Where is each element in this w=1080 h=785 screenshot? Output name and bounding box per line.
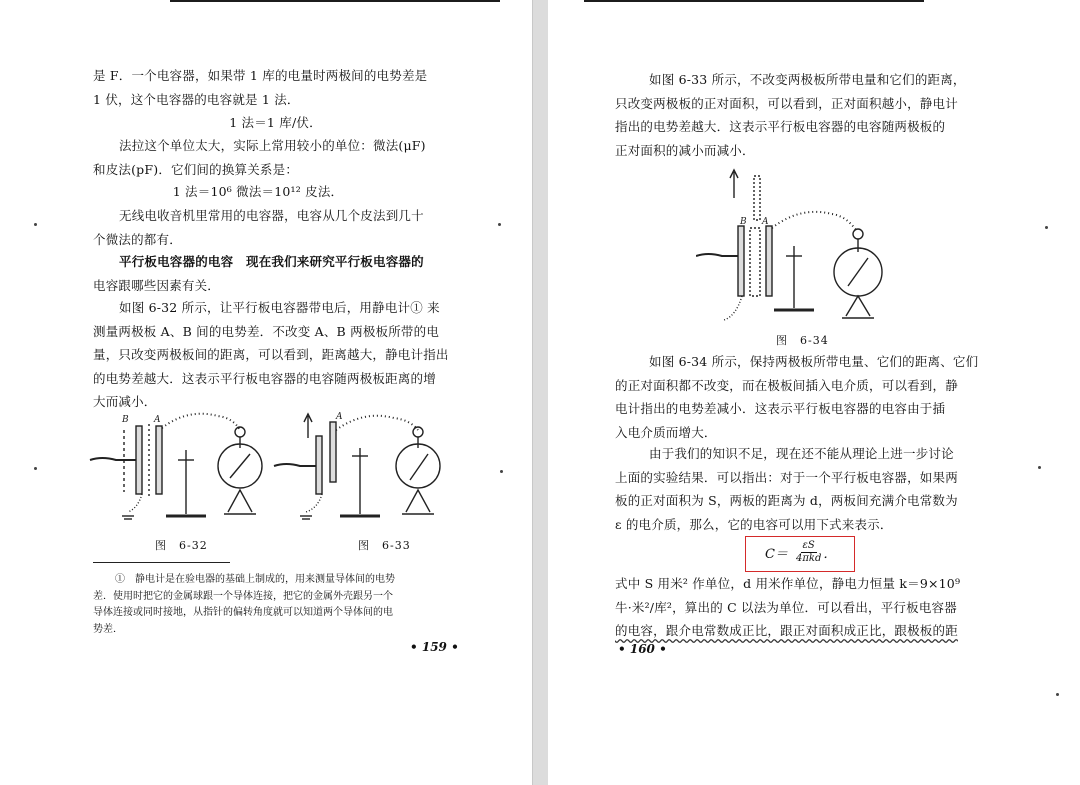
plate-label-a: A bbox=[154, 415, 161, 425]
text-line: ① 静电计是在验电器的基础上制成的，用来测量导体间的电势 bbox=[115, 574, 395, 585]
text-line: 测量两极板 A、B 间的电势差．不改变 A、B 两极板所带的电 bbox=[93, 323, 440, 339]
text-line: 无线电收音机里常用的电容器，电容从几个皮法到几十 bbox=[119, 208, 424, 223]
paragraph-7 bbox=[615, 442, 958, 536]
left-page bbox=[0, 0, 532, 785]
text-line: 差．使用时把它的金属球跟一个导体连接，把它的金属外壳跟另一个 bbox=[93, 590, 393, 602]
scan-speck bbox=[498, 223, 501, 226]
paragraph-8 bbox=[615, 572, 960, 643]
text-line: 如图 6-34 所示，保持两极板所带电量、它们的距离、它们 bbox=[649, 354, 979, 369]
text-line: 是 F．一个电容器，如果带 1 库的电量时两极间的电势差是 bbox=[93, 68, 428, 83]
figure-caption-6-34: 图 6-34 bbox=[776, 334, 829, 347]
text-line: 式中 S 用米² 作单位，d 用米作单位，静电力恒量 k＝9×10⁹ bbox=[615, 576, 961, 591]
paragraph-4 bbox=[93, 296, 449, 414]
text-line: 上面的实验结果．可以指出：对于一个平行板电容器，如果两 bbox=[615, 469, 958, 485]
scan-speck bbox=[1038, 466, 1041, 469]
text-line: 电计指出的电势差减小．这表示平行板电容器的电容由于插 bbox=[615, 401, 946, 416]
text-line: 如图 6-33 所示，不改变两极板所带电量和它们的距离， bbox=[649, 72, 966, 87]
plate-label-b: B bbox=[740, 217, 747, 227]
equation-farad bbox=[93, 111, 458, 135]
figure-6-34 bbox=[696, 168, 886, 328]
text-line: 指出的电势差越大．这表示平行板电容器的电容随两极板的 bbox=[615, 119, 946, 134]
text-line: 大而减小． bbox=[93, 394, 157, 409]
page-top-rule bbox=[170, 0, 500, 2]
formula-lhs: C＝ bbox=[765, 547, 788, 562]
text-line: 由于我们的知识不足，现在还不能从理论上进一步讨论 bbox=[649, 446, 954, 461]
text-line: 正对面积的减小而减小． bbox=[615, 142, 755, 158]
page-number: • 159 • bbox=[410, 640, 459, 654]
text-line: 量，只改变两极板间的距离，可以看到，距离越大，静电计指出 bbox=[93, 347, 449, 362]
text-line: 势差． bbox=[93, 623, 123, 635]
figure-caption-6-32: 图 6-32 bbox=[155, 539, 208, 552]
text-line: 入电介质而增大． bbox=[615, 424, 717, 440]
equation-conversion bbox=[93, 180, 423, 204]
text-line: 个微法的都有． bbox=[93, 231, 182, 247]
scan-speck bbox=[34, 467, 37, 470]
text-line: 导体连接或同时接地，从指针的偏转角度就可以知道两个导体间的电 bbox=[93, 607, 393, 618]
page-top-rule bbox=[584, 0, 924, 2]
paragraph-3 bbox=[93, 204, 424, 251]
text-line: 牛·米²/库²，算出的 C 以法为单位．可以看出，平行板电容器 bbox=[615, 599, 957, 615]
text-line: 只改变两极板的正对面积，可以看到，正对面积越小，静电计 bbox=[615, 95, 958, 111]
text-line: 法拉这个单位太大，实际上常用较小的单位：微法(μF) bbox=[119, 138, 426, 153]
formula-denominator: 4πkd bbox=[795, 553, 822, 564]
paragraph-6 bbox=[615, 350, 978, 444]
scan-speck bbox=[1056, 693, 1059, 696]
text-line: 和皮法(pF)．它们间的换算关系是： bbox=[93, 161, 299, 177]
formula-end: ． bbox=[823, 547, 837, 562]
formula-fraction bbox=[794, 540, 823, 565]
figure-6-32 bbox=[88, 408, 278, 528]
figure-6-33 bbox=[272, 408, 462, 528]
text-line: 的正对面积都不改变，而在极板间插入电介质，可以看到，静 bbox=[615, 377, 958, 393]
text-line: 1 伏，这个电容器的电容就是 1 法． bbox=[93, 91, 300, 107]
footnote-rule bbox=[93, 562, 230, 563]
text-line: 电容跟哪些因素有关． bbox=[93, 277, 221, 293]
paragraph-5 bbox=[615, 68, 966, 162]
plate-label-a: A bbox=[336, 412, 343, 422]
footnote bbox=[93, 572, 395, 638]
text-line: 如图 6-32 所示，让平行板电容器带电后，用静电计① 来 bbox=[119, 300, 440, 315]
text-line: 板的正对面积为 S，两板的距离为 d，两板间充满介电常数为 bbox=[615, 493, 958, 508]
text-line: 1 法＝1 库/伏． bbox=[229, 115, 322, 130]
paragraph-1 bbox=[93, 64, 427, 111]
scan-speck bbox=[34, 223, 37, 226]
capacitance-formula bbox=[765, 540, 836, 565]
page-number: • 160 • bbox=[618, 642, 667, 656]
text-line: 平行板电容器的电容 现在我们来研究平行板电容器的 bbox=[119, 254, 424, 269]
scan-speck bbox=[500, 470, 503, 473]
plate-label-a: A bbox=[762, 217, 769, 227]
text-line: ε 的电介质，那么，它的电容可以用下式来表示． bbox=[615, 516, 893, 532]
paragraph-2 bbox=[93, 134, 426, 181]
plate-label-b: B bbox=[122, 415, 129, 425]
text-line: 1 法＝10⁶ 微法＝10¹² 皮法． bbox=[172, 184, 344, 199]
scan-speck bbox=[1045, 226, 1048, 229]
figure-caption-6-33: 图 6-33 bbox=[358, 539, 411, 552]
section-heading-paragraph bbox=[93, 250, 424, 297]
text-line: 的电势差越大．这表示平行板电容器的电容随两极板距离的增 bbox=[93, 370, 436, 386]
text-line: 的电容，跟介电常数成正比，跟正对面积成正比，跟极板的距 bbox=[615, 623, 958, 638]
formula-numerator: εS bbox=[802, 540, 815, 551]
right-page bbox=[548, 0, 1080, 785]
